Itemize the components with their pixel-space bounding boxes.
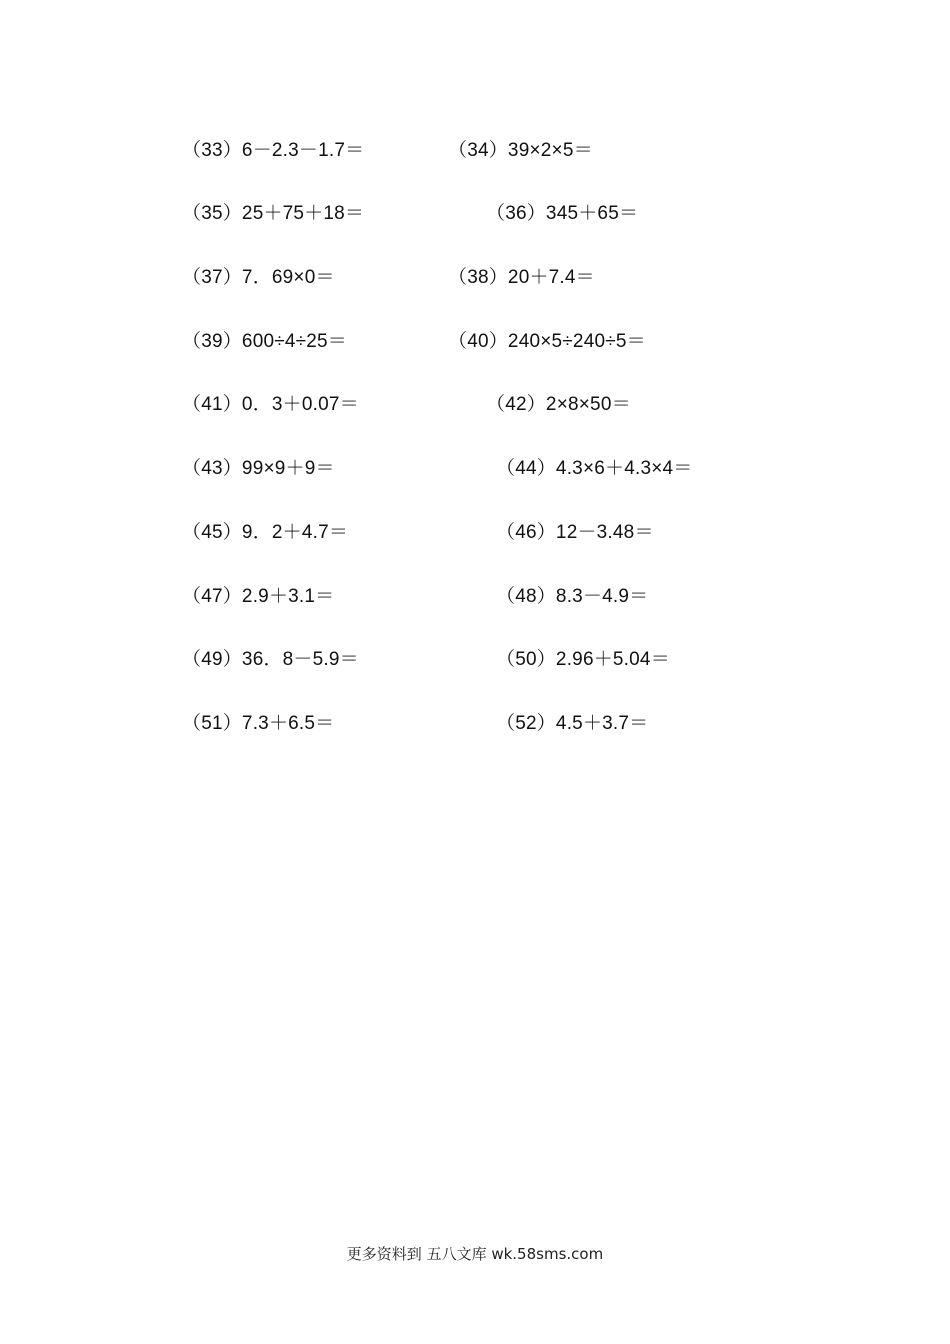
problem-38: （38）20＋7.4＝ bbox=[448, 267, 595, 288]
problem-33: （33）6－2.3－1.7＝ bbox=[182, 140, 365, 161]
problem-41: （41）0．3＋0.07＝ bbox=[182, 394, 359, 415]
problem-47: （47）2.9＋3.1＝ bbox=[182, 586, 335, 607]
problem-43: （43）99×9＋9＝ bbox=[182, 458, 335, 479]
problem-49: （49）36．8－5.9＝ bbox=[182, 649, 359, 670]
problem-37: （37）7．69×0＝ bbox=[182, 267, 335, 288]
problem-48: （48）8.3－4.9＝ bbox=[496, 586, 649, 607]
problem-40: （40）240×5÷240÷5＝ bbox=[448, 331, 646, 352]
problem-51: （51）7.3＋6.5＝ bbox=[182, 713, 335, 734]
problem-44: （44）4.3×6＋4.3×4＝ bbox=[496, 458, 693, 479]
problem-42: （42）2×8×50＝ bbox=[486, 394, 631, 415]
problem-39: （39）600÷4÷25＝ bbox=[182, 331, 347, 352]
problem-52: （52）4.5＋3.7＝ bbox=[496, 713, 649, 734]
problem-36: （36）345＋65＝ bbox=[486, 203, 639, 224]
footer-source-text: 更多资料到 五八文库 wk.58sms.com bbox=[346, 1245, 604, 1263]
problem-45: （45）9．2＋4.7＝ bbox=[182, 522, 349, 543]
problem-35: （35）25＋75＋18＝ bbox=[182, 203, 365, 224]
problem-34: （34）39×2×5＝ bbox=[448, 140, 593, 161]
problem-46: （46）12－3.48＝ bbox=[496, 522, 654, 543]
problem-50: （50）2.96＋5.04＝ bbox=[496, 649, 670, 670]
